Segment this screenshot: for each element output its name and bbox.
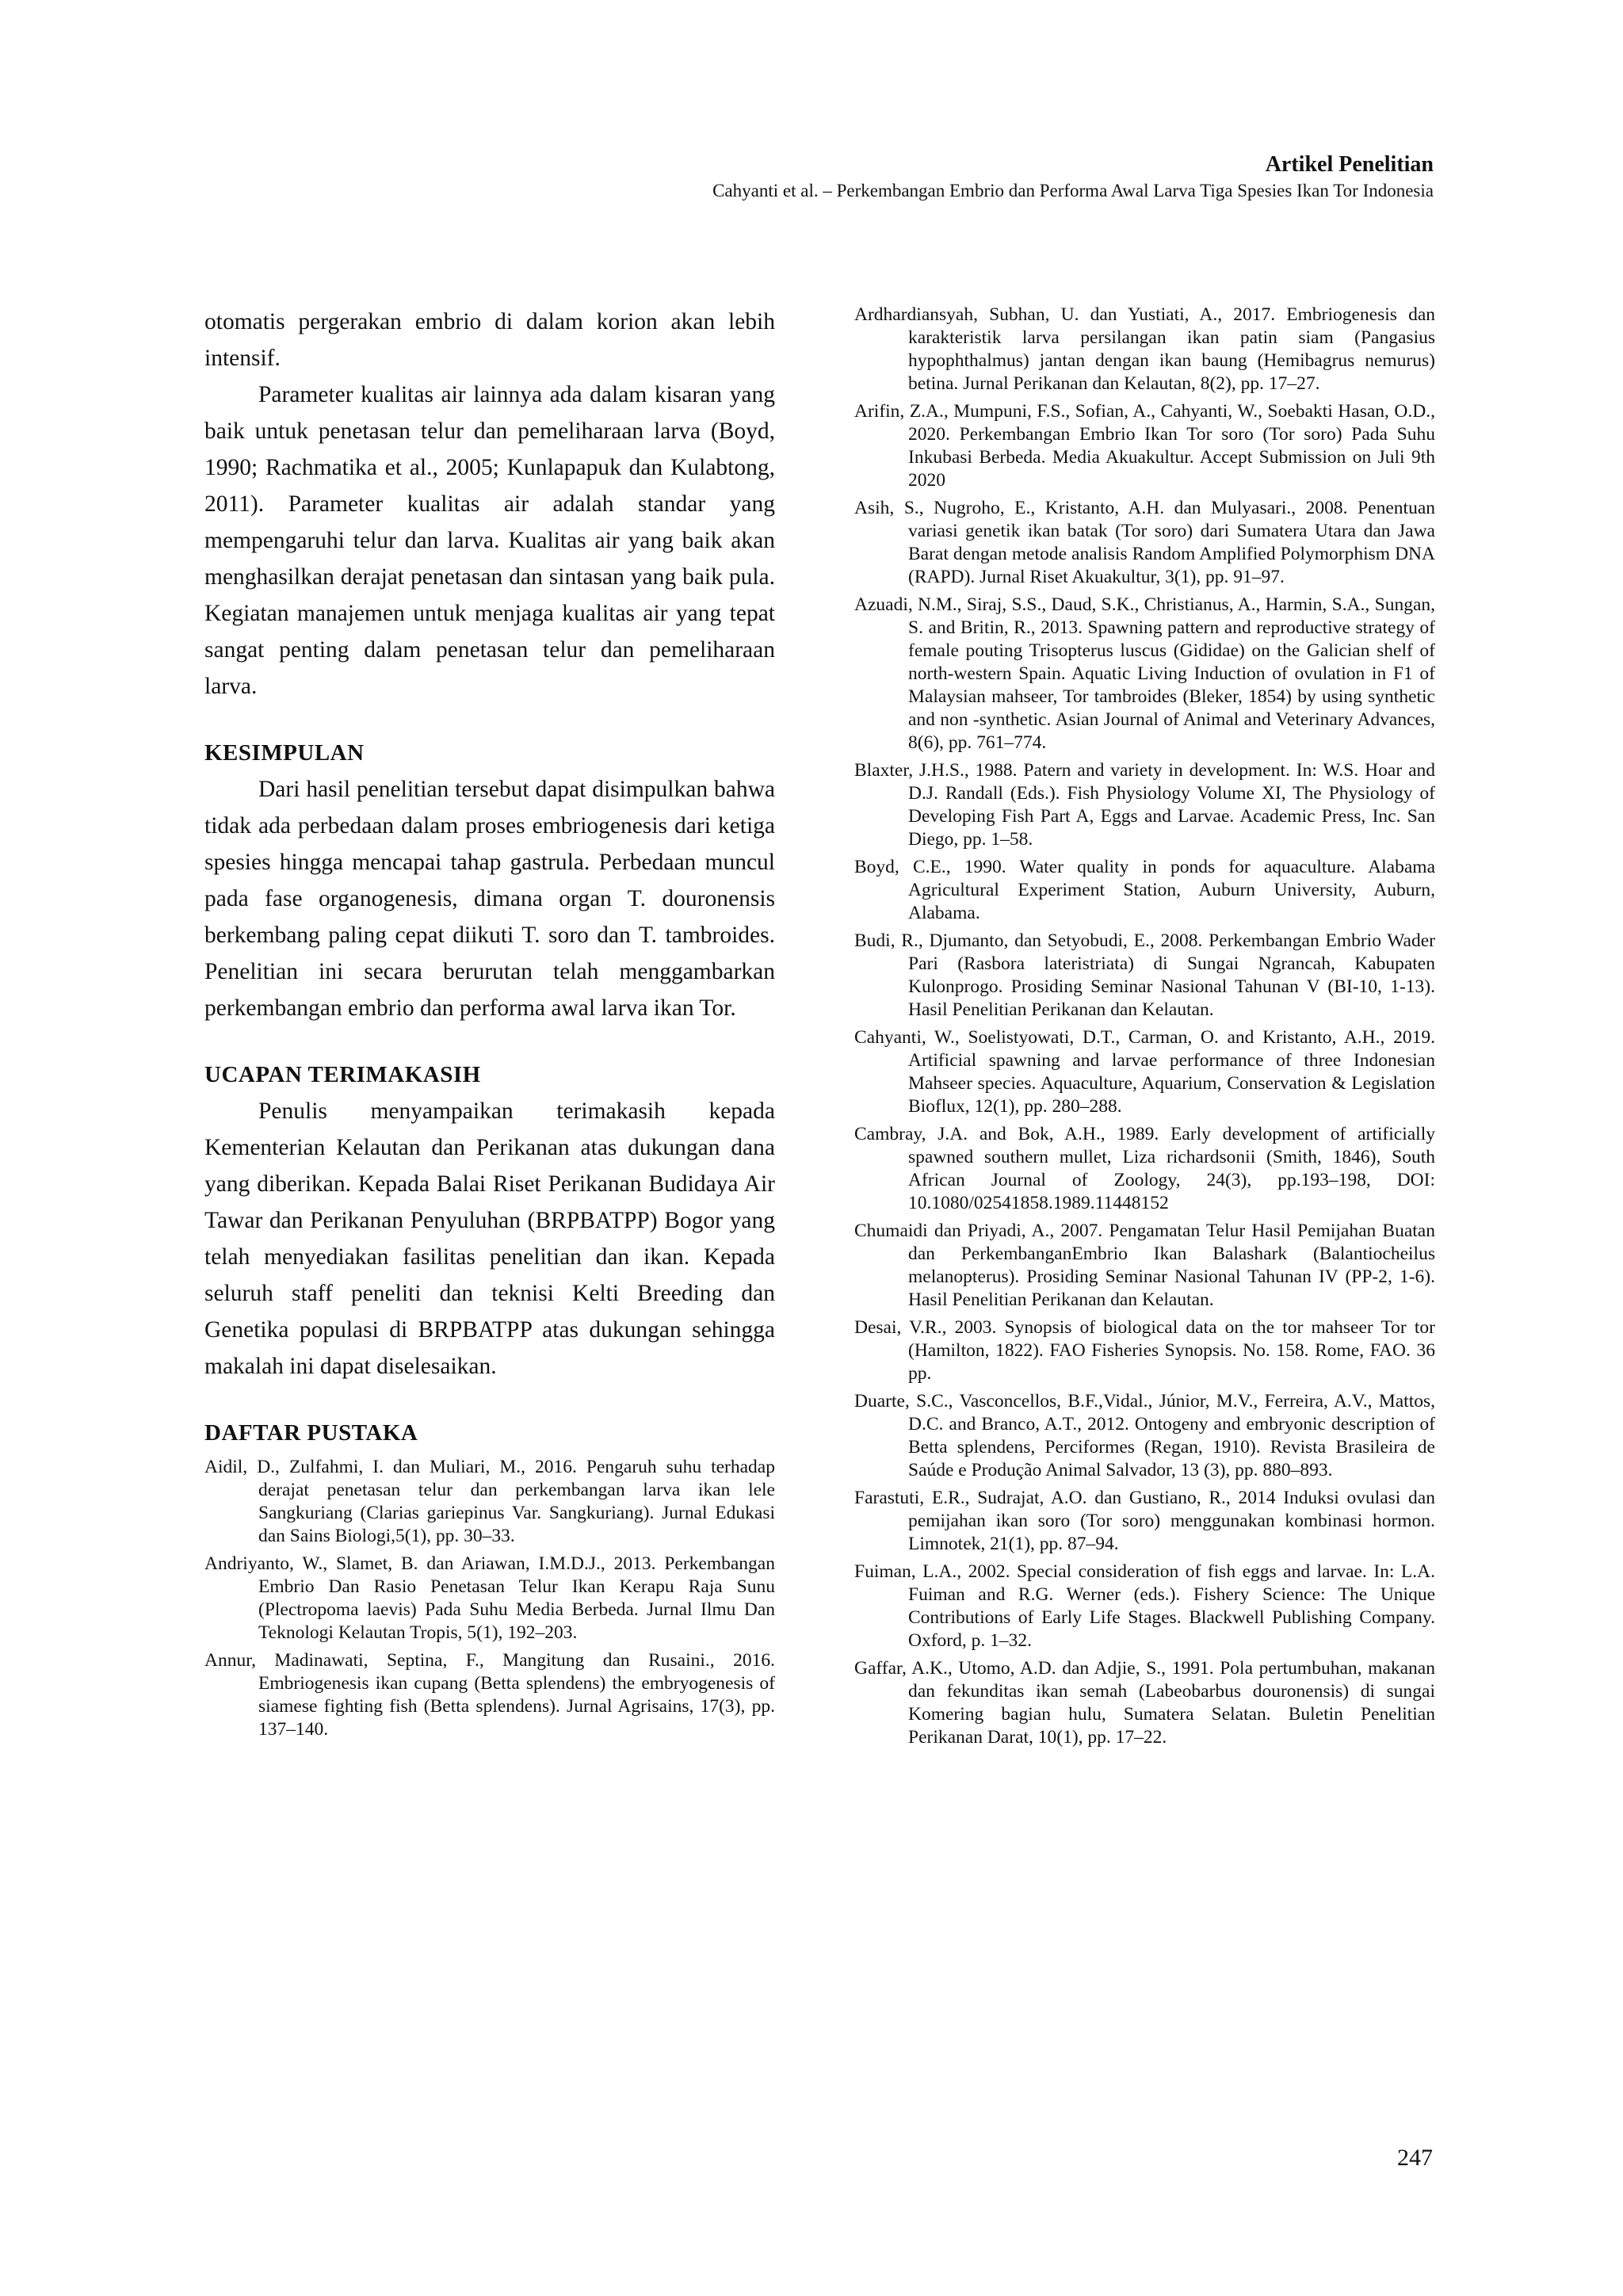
- reference-item: Annur, Madinawati, Septina, F., Mangitung dan Rusaini., 2016. Embriogenesis ikan cupang (Betta splendens) the embryogenesis of siamese fighting fish (Betta splendens). Jurnal Agrisains, 17(3), pp. 137–140.: [204, 1650, 775, 1740]
- reference-item: Farastuti, E.R., Sudrajat, A.O. dan Gustiano, R., 2014 Induksi ovulasi dan pemijahan ikan soro (Tor soro) menggunakan kombinasi hormon. Limnotek, 21(1), pp. 87–94.: [854, 1488, 1435, 1554]
- body-paragraph: Parameter kualitas air lainnya ada dalam kisaran yang baik untuk penetasan telur dan pemeliharaan larva (Boyd, 1990; Rachmatika et al., 2005; Kunlapapuk dan Kulabtong, 2011). Parameter kualitas air adalah standar yang mempengaruhi telur dan larva. Kualitas air yang baik akan menghasilkan derajat penetasan dan sintasan yang baik pula. Kegiatan manajemen untuk menjaga kualitas air yang tepat sangat penting dalam penetasan telur dan pemeliharaan larva.: [204, 382, 775, 699]
- page-header: [712, 151, 1434, 204]
- article-type-label: Artikel Penelitian: [1265, 152, 1434, 177]
- reference-item: Chumaidi dan Priyadi, A., 2007. Pengamatan Telur Hasil Pemijahan Buatan dan PerkembanganEmbrio Ikan Balashark (Balantiocheilus melanopterus). Prosiding Seminar Nasional Tahunan IV (PP-2, 1-6). Hasil Penelitian Perikanan dan Kelautan.: [854, 1221, 1435, 1310]
- right-column: [854, 304, 1435, 1754]
- page-number: 247: [1397, 2145, 1433, 2171]
- reference-item: Andriyanto, W., Slamet, B. dan Ariawan, I.M.D.J., 2013. Perkembangan Embrio Dan Rasio Penetasan Telur Ikan Kerapu Raja Sunu (Plectropoma laevis) Pada Suhu Media Berbeda. Jurnal Ilmu Dan Teknologi Kelautan Tropis, 5(1), 192–203.: [204, 1553, 775, 1643]
- reference-item: Azuadi, N.M., Siraj, S.S., Daud, S.K., Christianus, A., Harmin, S.A., Sungan, S. and Britin, R., 2013. Spawning pattern and reproductive strategy of female pouting Trisopterus luscus (Gididae) on the Galician shelf of north-western Spain. Aquatic Living Induction of ovulation in F1 of Malaysian mahseer, Tor tambroides (Bleker, 1854) by using synthetic and non -synthetic. Asian Journal of Animal and Veterinary Advances, 8(6), pp. 761–774.: [854, 594, 1435, 753]
- reference-item: Cahyanti, W., Soelistyowati, D.T., Carman, O. and Kristanto, A.H., 2019. Artificial spawning and larvae performance of three Indonesian Mahseer species. Aquaculture, Aquarium, Conservation & Legislation Bioflux, 12(1), pp. 280–288.: [854, 1027, 1435, 1117]
- left-column: [204, 304, 775, 1746]
- reference-item: Cambray, J.A. and Bok, A.H., 1989. Early development of artificially spawned southern mullet, Liza richardsonii (Smith, 1846), South African Journal of Zoology, 24(3), pp.193–198, DOI: 10.1080/02541858.1989.11448152: [854, 1124, 1435, 1213]
- reference-item: Arifin, Z.A., Mumpuni, F.S., Sofian, A., Cahyanti, W., Soebakti Hasan, O.D., 2020. Perkembangan Embrio Ikan Tor soro (Tor soro) Pada Suhu Inkubasi Berbeda. Media Akuakultur. Accept Submission on Juli 9th 2020: [854, 401, 1435, 491]
- body-paragraph: otomatis pergerakan embrio di dalam korion akan lebih intensif.: [204, 309, 775, 371]
- acknowledgement-paragraph: Penulis menyampaikan terimakasih kepada Kementerian Kelautan dan Perikanan atas dukungan dana yang diberikan. Kepada Balai Riset Perikanan Budidaya Air Tawar dan Perikanan Penyuluhan (BRPBATPP) Bogor yang telah menyediakan fasilitas penelitian dan ikan. Kepada seluruh staff peneliti dan teknisi Kelti Breeding dan Genetika populasi di BRPBATPP atas dukungan sehingga makalah ini dapat diselesaikan.: [204, 1098, 775, 1379]
- reference-item: Budi, R., Djumanto, dan Setyobudi, E., 2008. Perkembangan Embrio Wader Pari (Rasbora lateristriata) di Sungai Ngrancah, Kabupaten Kulonprogo. Prosiding Seminar Nasional Tahunan V (BI-10, 1-13). Hasil Penelitian Perikanan dan Kelautan.: [854, 930, 1435, 1020]
- section-heading-kesimpulan: KESIMPULAN: [204, 740, 365, 766]
- conclusion-paragraph: Dari hasil penelitian tersebut dapat disimpulkan bahwa tidak ada perbedaan dalam proses embriogenesis dari ketiga spesies hingga mencapai tahap gastrula. Perbedaan muncul pada fase organogenesis, dimana organ T. douronensis berkembang paling cepat diikuti T. soro dan T. tambroides. Penelitian ini secara berurutan telah menggambarkan perkembangan embrio dan performa awal larva ikan Tor.: [204, 777, 775, 1021]
- reference-item: Fuiman, L.A., 2002. Special consideration of fish eggs and larvae. In: L.A. Fuiman and R.G. Werner (eds.). Fishery Science: The Unique Contributions of Early Life Stages. Blackwell Publishing Company. Oxford, p. 1–32.: [854, 1561, 1435, 1651]
- reference-item: Ardhardiansyah, Subhan, U. dan Yustiati, A., 2017. Embriogenesis dan karakteristik larva persilangan ikan patin siam (Pangasius hypophthalmus) jantan dengan ikan baung (Hemibagrus nemurus) betina. Jurnal Perikanan dan Kelautan, 8(2), pp. 17–27.: [854, 304, 1435, 394]
- reference-item: Boyd, C.E., 1990. Water quality in ponds for aquaculture. Alabama Agricultural Experiment Station, Auburn University, Auburn, Alabama.: [854, 857, 1435, 923]
- reference-list-left: [204, 1456, 775, 1741]
- reference-item: Desai, V.R., 2003. Synopsis of biological data on the tor mahseer Tor tor (Hamilton, 1822). FAO Fisheries Synopsis. No. 158. Rome, FAO. 36 pp.: [854, 1317, 1435, 1384]
- reference-item: Duarte, S.C., Vasconcellos, B.F.,Vidal., Júnior, M.V., Ferreira, A.V., Mattos, D.C. and Branco, A.T., 2012. Ontogeny and embryonic description of Betta splendens, Perciformes (Regan, 1910). Revista Brasileira de Saúde e Produção Animal Salvador, 13 (3), pp. 880–893.: [854, 1391, 1435, 1480]
- reference-item: Asih, S., Nugroho, E., Kristanto, A.H. dan Mulyasari., 2008. Penentuan variasi genetik ikan batak (Tor soro) dari Sumatera Utara dan Jawa Barat dengan metode analisis Random Amplified Polymorphism DNA (RAPD). Jurnal Riset Akuakultur, 3(1), pp. 91–97.: [854, 498, 1435, 587]
- reference-item: Aidil, D., Zulfahmi, I. dan Muliari, M., 2016. Pengaruh suhu terhadap derajat penetasan telur dan perkembangan larva ikan lele Sangkuriang (Clarias gariepinus Var. Sangkuriang). Jurnal Edukasi dan Sains Biologi,5(1), pp. 30–33.: [204, 1457, 775, 1546]
- running-head: Cahyanti et al. – Perkembangan Embrio dan Performa Awal Larva Tiga Spesies Ikan Tor Indonesia: [712, 181, 1434, 201]
- reference-item: Blaxter, J.H.S., 1988. Patern and variety in development. In: W.S. Hoar and D.J. Randall (Eds.). Fish Physiology Volume XI, The Physiology of Developing Fish Part A, Eggs and Larvae. Academic Press, Inc. San Diego, pp. 1–58.: [854, 760, 1435, 850]
- section-heading-ucapan: UCAPAN TERIMAKASIH: [204, 1062, 481, 1087]
- section-heading-pustaka: DAFTAR PUSTAKA: [204, 1420, 418, 1446]
- reference-item: Gaffar, A.K., Utomo, A.D. dan Adjie, S., 1991. Pola pertumbuhan, makanan dan fekunditas ikan semah (Labeobarbus douronensis) di sungai Komering bagian hulu, Sumatera Selatan. Buletin Penelitian Perikanan Darat, 10(1), pp. 17–22.: [854, 1658, 1435, 1748]
